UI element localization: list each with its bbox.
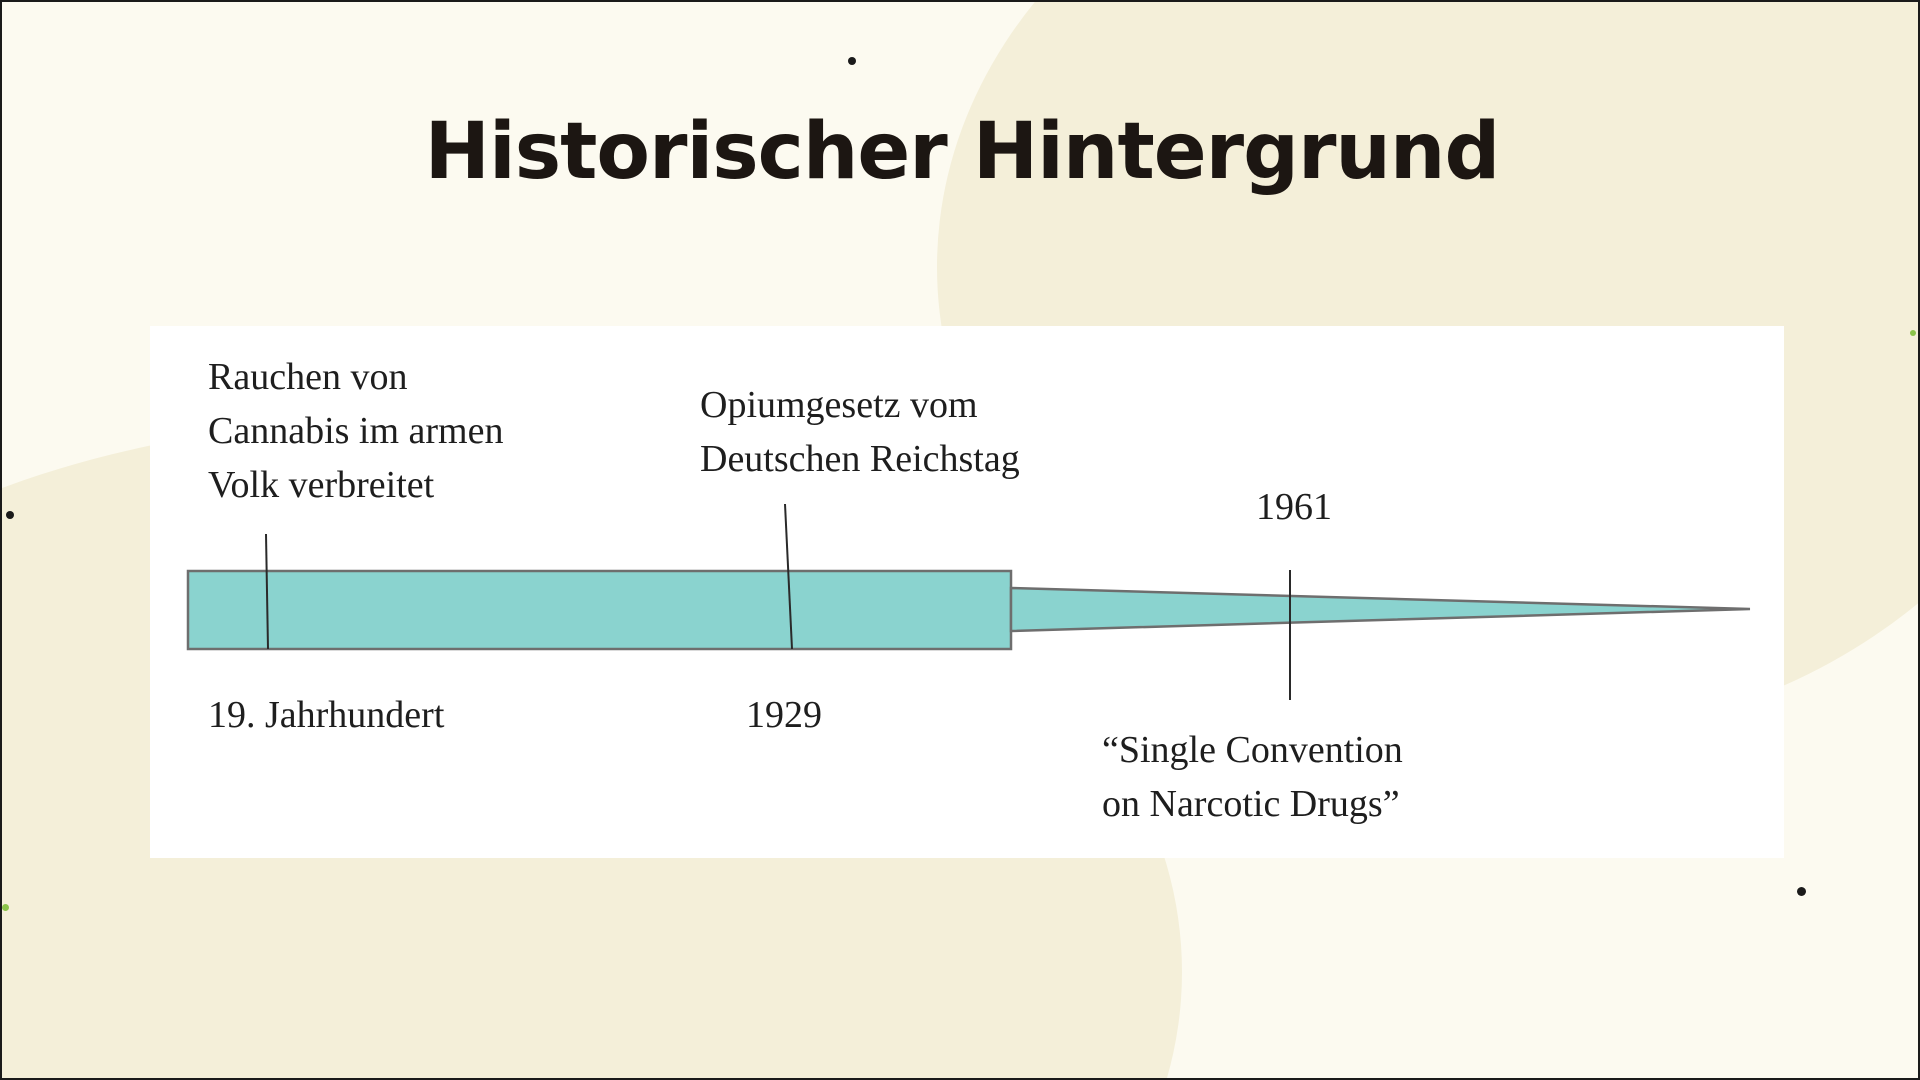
event-description-1961: “Single Convention on Narcotic Drugs” [1102,729,1403,825]
decorative-dot [6,511,14,519]
page-title: Historischer Hintergrund [424,107,1500,197]
event-period-19-jahrhundert: 19. Jahrhundert [208,694,445,736]
event-period-1929: 1929 [746,694,822,736]
event-period-1961: 1961 [1256,486,1332,528]
decorative-dot-green [2,904,9,911]
timeline-bar [188,571,1011,649]
event-description-19-jahrhundert: Rauchen von Cannabis im armen Volk verbreitet [208,356,504,506]
decorative-dot [1797,887,1806,896]
decorative-dot [848,57,856,65]
decorative-dot-green [1910,330,1916,336]
timeline-diagram [150,326,1784,858]
timeline-taper [1011,588,1750,631]
event-description-1929: Opiumgesetz vom Deutschen Reichstag [700,384,1020,480]
